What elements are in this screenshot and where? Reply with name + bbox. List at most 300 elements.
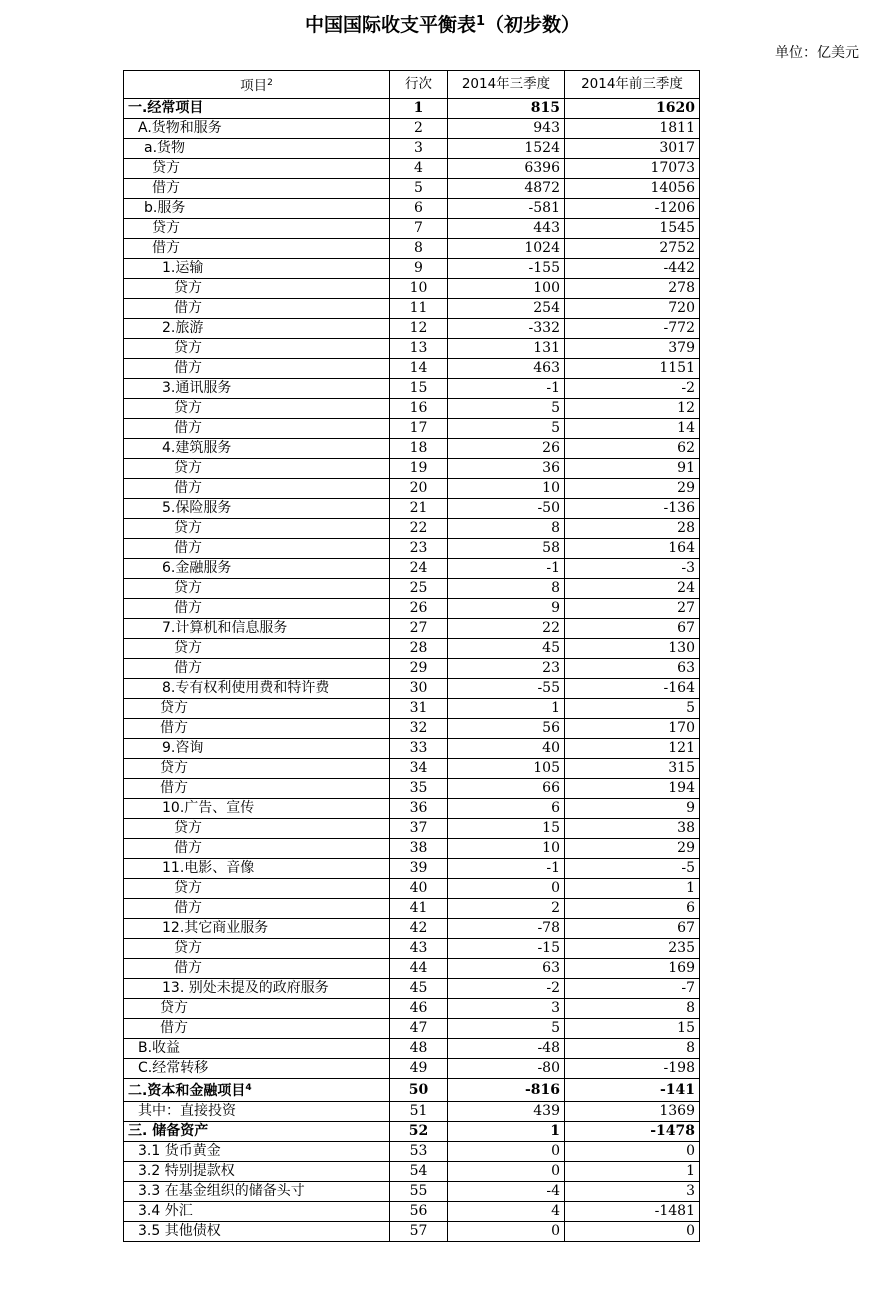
row-value-q3: 56 [448,719,565,739]
row-line-number: 46 [390,999,448,1019]
row-item-label: B.收益 [138,1040,181,1056]
table-row [124,639,700,659]
row-item [124,359,390,379]
row-item [124,839,390,859]
row-line-number: 18 [390,439,448,459]
title-text: 中国国际收支平衡表 [304,14,476,36]
row-value-q3: 0 [448,879,565,899]
row-value-q3: 22 [448,619,565,639]
row-value-ytd: 14 [565,419,700,439]
row-line-number: 16 [390,399,448,419]
row-item [124,1019,390,1039]
row-item [124,399,390,419]
row-value-ytd: 1151 [565,359,700,379]
row-value-q3: 1524 [448,139,565,159]
row-value-ytd: 29 [565,839,700,859]
row-value-q3: 131 [448,339,565,359]
row-value-ytd: 5 [565,699,700,719]
row-line-number: 20 [390,479,448,499]
table-row [124,1039,700,1059]
row-item [124,719,390,739]
row-item [124,419,390,439]
table-row [124,99,700,119]
row-line-number: 14 [390,359,448,379]
row-line-number: 50 [390,1079,448,1102]
row-line-number: 57 [390,1222,448,1242]
column-header-ytd: 2014年前三季度 [565,71,700,99]
row-item [124,999,390,1019]
row-line-number: 9 [390,259,448,279]
row-item-label: 13. 别处未提及的政府服务 [162,980,329,996]
row-value-q3: -78 [448,919,565,939]
table-row [124,1162,700,1182]
row-item-label: b.服务 [144,200,186,216]
row-item [124,759,390,779]
row-value-q3: 4 [448,1202,565,1222]
row-value-q3: -2 [448,979,565,999]
table-row [124,1202,700,1222]
row-item [124,919,390,939]
table-row [124,119,700,139]
table-row [124,719,700,739]
row-item [124,519,390,539]
title-footnote-mark: 1 [475,14,486,29]
row-value-ytd: 164 [565,539,700,559]
row-line-number: 13 [390,339,448,359]
row-item [124,679,390,699]
row-item [124,619,390,639]
row-line-number: 51 [390,1102,448,1122]
row-value-ytd: -5 [565,859,700,879]
row-item-label: 借方 [160,780,188,796]
row-item-label: 3.1 货币黄金 [138,1143,221,1159]
row-item [124,139,390,159]
row-item [124,559,390,579]
row-item-label: 3.通讯服务 [162,380,232,396]
row-value-ytd: 6 [565,899,700,919]
row-value-ytd: -772 [565,319,700,339]
row-line-number: 10 [390,279,448,299]
table-row [124,539,700,559]
row-line-number: 30 [390,679,448,699]
row-value-q3: -332 [448,319,565,339]
row-value-q3: 8 [448,579,565,599]
row-value-q3: -1 [448,859,565,879]
row-line-number: 21 [390,499,448,519]
row-value-ytd: 14056 [565,179,700,199]
row-value-q3: 10 [448,479,565,499]
table-row [124,279,700,299]
row-value-ytd: 278 [565,279,700,299]
row-item [124,899,390,919]
row-value-q3: -1 [448,559,565,579]
row-value-q3: -48 [448,1039,565,1059]
row-line-number: 37 [390,819,448,839]
row-line-number: 17 [390,419,448,439]
row-value-q3: -80 [448,1059,565,1079]
row-value-ytd: 38 [565,819,700,839]
row-item-label: 借方 [160,1020,188,1036]
row-item [124,799,390,819]
table-row [124,1182,700,1202]
row-value-ytd: -1478 [565,1122,700,1142]
row-value-ytd: -198 [565,1059,700,1079]
row-value-ytd: 29 [565,479,700,499]
table-row [124,1122,700,1142]
row-value-ytd: -1481 [565,1202,700,1222]
row-value-q3: 36 [448,459,565,479]
row-item-label: 借方 [174,600,202,616]
row-line-number: 53 [390,1142,448,1162]
row-value-ytd: 121 [565,739,700,759]
row-item [124,1079,390,1102]
row-item-label: 借方 [160,720,188,736]
row-item-label: 贷方 [174,520,202,536]
row-item [124,219,390,239]
row-value-q3: 5 [448,419,565,439]
row-value-ytd: 27 [565,599,700,619]
row-item-label: 贷方 [174,640,202,656]
table-row [124,579,700,599]
table-row [124,439,700,459]
table-row [124,319,700,339]
row-item-label: 3.3 在基金组织的储备头寸 [138,1183,305,1199]
table-row [124,659,700,679]
row-item-label: 3.5 其他债权 [138,1223,221,1239]
row-value-ytd: 67 [565,919,700,939]
row-item [124,179,390,199]
table-row [124,299,700,319]
row-line-number: 24 [390,559,448,579]
row-value-ytd: 1369 [565,1102,700,1122]
row-item-label: 借方 [174,420,202,436]
row-item [124,939,390,959]
row-item-label: 7.计算机和信息服务 [162,620,288,636]
row-value-q3: -50 [448,499,565,519]
row-item-label: 10.广告、宣传 [162,800,255,816]
row-item [124,739,390,759]
row-value-q3: 1 [448,699,565,719]
row-value-q3: 8 [448,519,565,539]
table-row [124,419,700,439]
column-header-item-label: 项目 [240,77,268,94]
column-header-footnote-mark: 2 [267,77,273,88]
table-row [124,559,700,579]
row-item [124,819,390,839]
row-line-number: 25 [390,579,448,599]
table-row [124,1102,700,1122]
title-suffix: （初步数） [485,14,581,36]
row-value-q3: -1 [448,379,565,399]
row-line-number: 33 [390,739,448,759]
row-value-q3: -155 [448,259,565,279]
table-header [124,71,700,99]
row-value-q3: -15 [448,939,565,959]
row-item-label: C.经常转移 [138,1060,209,1076]
row-item-label: a.货物 [144,140,186,156]
table-row [124,959,700,979]
row-value-q3: 463 [448,359,565,379]
row-value-q3: 439 [448,1102,565,1122]
row-item-label: 二.资本和金融项目 [128,1083,246,1099]
row-item-label: 6.金融服务 [162,560,232,576]
row-line-number: 36 [390,799,448,819]
row-line-number: 8 [390,239,448,259]
row-item-label: 9.咨询 [162,740,204,756]
row-line-number: 3 [390,139,448,159]
row-value-ytd: 169 [565,959,700,979]
row-value-q3: 26 [448,439,565,459]
row-value-q3: 2 [448,899,565,919]
row-line-number: 34 [390,759,448,779]
row-value-q3: 105 [448,759,565,779]
row-value-q3: 1024 [448,239,565,259]
row-item [124,1222,390,1242]
row-item-label: 贷方 [174,820,202,836]
table-row [124,259,700,279]
table-row [124,1019,700,1039]
row-item-label: 11.电影、音像 [162,860,255,876]
row-item-label: 借方 [174,960,202,976]
row-item [124,579,390,599]
table-row [124,339,700,359]
row-item [124,879,390,899]
row-line-number: 47 [390,1019,448,1039]
row-line-number: 1 [390,99,448,119]
row-item-label: 贷方 [160,760,188,776]
row-item [124,659,390,679]
row-value-q3: 0 [448,1162,565,1182]
row-value-ytd: 67 [565,619,700,639]
row-line-number: 42 [390,919,448,939]
row-value-ytd: 1620 [565,99,700,119]
row-item [124,99,390,119]
row-line-number: 55 [390,1182,448,1202]
row-item [124,639,390,659]
row-item-label: 12.其它商业服务 [162,920,269,936]
row-value-q3: 6 [448,799,565,819]
row-value-q3: 40 [448,739,565,759]
row-value-q3: 100 [448,279,565,299]
row-value-q3: 23 [448,659,565,679]
table-row [124,139,700,159]
row-value-q3: 254 [448,299,565,319]
table-row [124,999,700,1019]
row-line-number: 32 [390,719,448,739]
row-item-label: 借方 [152,240,180,256]
row-item [124,259,390,279]
row-value-ytd: 0 [565,1222,700,1242]
row-item-label: 贷方 [174,460,202,476]
table-row [124,239,700,259]
table-row [124,979,700,999]
table-row [124,199,700,219]
row-line-number: 38 [390,839,448,859]
row-item-label: 一.经常项目 [128,100,204,116]
row-value-ytd: -1206 [565,199,700,219]
table-row [124,799,700,819]
row-value-ytd: 12 [565,399,700,419]
row-item-label: 借方 [152,180,180,196]
row-value-ytd: 720 [565,299,700,319]
row-value-q3: 58 [448,539,565,559]
table-row [124,919,700,939]
table-row [124,739,700,759]
row-line-number: 31 [390,699,448,719]
row-value-ytd: 2752 [565,239,700,259]
row-item-label: 贷方 [174,400,202,416]
table-row [124,839,700,859]
table-row [124,599,700,619]
row-value-q3: -55 [448,679,565,699]
row-item [124,279,390,299]
row-line-number: 26 [390,599,448,619]
row-item [124,859,390,879]
table-row [124,679,700,699]
row-item-label: 贷方 [174,940,202,956]
table-row [124,379,700,399]
row-value-q3: 3 [448,999,565,1019]
row-value-ytd: 1545 [565,219,700,239]
row-value-q3: 6396 [448,159,565,179]
row-line-number: 4 [390,159,448,179]
column-header-q3: 2014年三季度 [448,71,565,99]
row-line-number: 56 [390,1202,448,1222]
row-line-number: 11 [390,299,448,319]
row-item [124,319,390,339]
row-line-number: 43 [390,939,448,959]
row-item [124,779,390,799]
row-item [124,539,390,559]
row-item-label: 贷方 [152,220,180,236]
row-value-ytd: 91 [565,459,700,479]
row-value-ytd: 63 [565,659,700,679]
row-line-number: 29 [390,659,448,679]
row-value-ytd: 1 [565,1162,700,1182]
row-item-label: 借方 [174,300,202,316]
row-item-label: 借方 [174,540,202,556]
row-value-ytd: 379 [565,339,700,359]
row-value-q3: 9 [448,599,565,619]
row-value-q3: 815 [448,99,565,119]
row-item [124,1162,390,1182]
row-item [124,379,390,399]
row-value-q3: 5 [448,399,565,419]
row-value-q3: 443 [448,219,565,239]
table-body [124,99,700,1242]
row-value-ytd: 0 [565,1142,700,1162]
row-value-ytd: -442 [565,259,700,279]
row-item [124,159,390,179]
row-value-ytd: 3017 [565,139,700,159]
row-line-number: 54 [390,1162,448,1182]
table-row [124,699,700,719]
row-line-number: 6 [390,199,448,219]
row-item-label: 4.建筑服务 [162,440,232,456]
table-row [124,159,700,179]
row-item-label: 贷方 [174,340,202,356]
row-value-q3: 0 [448,1222,565,1242]
row-item [124,439,390,459]
row-value-q3: 1 [448,1122,565,1142]
row-item [124,299,390,319]
row-item-label: 借方 [174,840,202,856]
table-row [124,759,700,779]
unit-label: 单位：亿美元 [775,45,859,61]
row-item-label: 贷方 [174,280,202,296]
row-item [124,499,390,519]
balance-of-payments-table [123,70,700,1242]
row-item-label: 借方 [174,900,202,916]
column-header-item [124,71,390,99]
row-item-label: 借方 [174,360,202,376]
table-row [124,1142,700,1162]
table-row [124,499,700,519]
row-value-ytd: -136 [565,499,700,519]
row-item [124,459,390,479]
row-value-q3: 63 [448,959,565,979]
table-row [124,399,700,419]
row-value-ytd: 1 [565,879,700,899]
row-item [124,339,390,359]
table-row [124,819,700,839]
row-footnote-mark: 4 [245,1083,252,1093]
row-value-q3: 5 [448,1019,565,1039]
row-item [124,119,390,139]
row-item-label: 3.4 外汇 [138,1203,193,1219]
row-value-ytd: 194 [565,779,700,799]
row-line-number: 28 [390,639,448,659]
row-value-ytd: 9 [565,799,700,819]
row-line-number: 35 [390,779,448,799]
row-item [124,1059,390,1079]
row-item-label: 8.专有权利使用费和特许费 [162,680,330,696]
row-value-q3: 66 [448,779,565,799]
row-value-ytd: -141 [565,1079,700,1102]
row-item [124,479,390,499]
table-row [124,1079,700,1102]
row-line-number: 49 [390,1059,448,1079]
row-line-number: 44 [390,959,448,979]
table-row [124,939,700,959]
row-value-ytd: -2 [565,379,700,399]
row-value-q3: 10 [448,839,565,859]
row-item [124,1122,390,1142]
row-value-ytd: 8 [565,1039,700,1059]
table-row [124,479,700,499]
row-item [124,599,390,619]
row-item [124,199,390,219]
row-item-label: 1.运输 [162,260,204,276]
row-line-number: 15 [390,379,448,399]
row-value-ytd: -7 [565,979,700,999]
row-line-number: 2 [390,119,448,139]
table-row [124,519,700,539]
row-value-ytd: 15 [565,1019,700,1039]
row-item [124,239,390,259]
row-value-q3: 0 [448,1142,565,1162]
row-item [124,1202,390,1222]
row-item-label: 贷方 [152,160,180,176]
row-line-number: 41 [390,899,448,919]
row-line-number: 40 [390,879,448,899]
row-value-ytd: 8 [565,999,700,1019]
table-row [124,179,700,199]
row-line-number: 52 [390,1122,448,1142]
row-item [124,979,390,999]
row-value-ytd: 170 [565,719,700,739]
row-line-number: 45 [390,979,448,999]
